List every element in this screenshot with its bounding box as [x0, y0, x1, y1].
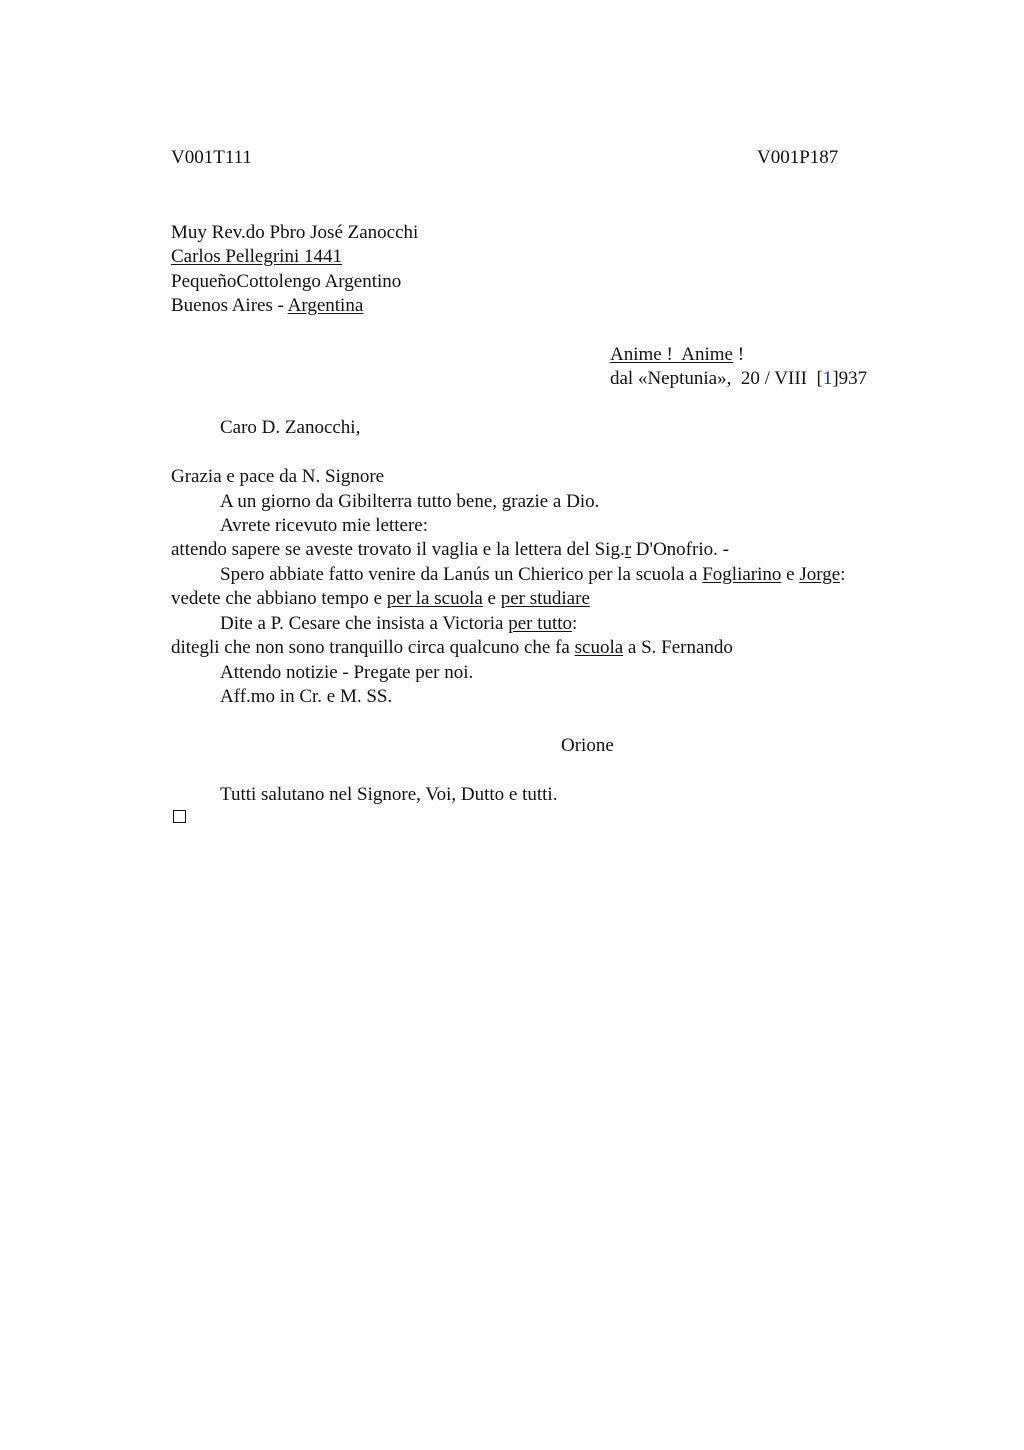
body-line-5d: Jorge	[799, 564, 841, 585]
motto-line	[610, 343, 744, 367]
body-line-2: A un giorno da Gibilterra tutto bene, grazie a Dio.	[220, 491, 600, 512]
body-line-5a: Spero abbiate fatto venire da Lanús un Chierico per la scuola a	[220, 564, 703, 585]
body-line-8a: ditegli che non sono tranquillo circa qualcuno che fa	[171, 637, 575, 658]
year-digit: 1	[822, 368, 833, 389]
body-line-5	[220, 563, 845, 587]
salutation: Caro D. Zanocchi,	[220, 417, 361, 438]
body-line-6d: per studiare	[500, 588, 590, 609]
body-line-7c: :	[572, 613, 578, 634]
body-line-8	[171, 636, 733, 660]
signature: Orione	[561, 735, 614, 756]
body-line-4c: D'Onofrio. -	[631, 539, 729, 560]
postscript: Tutti salutano nel Signore, Voi, Dutto e tutti.	[220, 784, 558, 805]
body-line-6a: vedete che abbiano tempo e	[171, 588, 387, 609]
body-line-6	[171, 587, 590, 611]
motto-tail: !	[732, 344, 745, 365]
body-line-7b: per tutto	[508, 613, 573, 634]
body-line-7	[220, 612, 577, 636]
address-recipient: Muy Rev.do Pbro José Zanocchi	[171, 222, 419, 243]
body-line-4	[171, 538, 729, 562]
address-street	[171, 245, 342, 269]
body-line-1: Grazia e pace da N. Signore	[171, 466, 385, 487]
body-line-5e: :	[840, 564, 846, 585]
body-line-6b: per la scuola	[386, 588, 483, 609]
end-mark-box	[173, 810, 186, 823]
address-country: Argentina	[287, 295, 364, 316]
address-institution: PequeñoCottolengo Argentino	[171, 271, 402, 292]
body-line-9: Attendo notizie - Pregate per noi.	[220, 662, 474, 683]
place-date: dal «Neptunia», 20 / VIII [	[610, 368, 823, 389]
body-line-8b: scuola	[574, 637, 624, 658]
page-code: V001P187	[757, 147, 839, 168]
body-line-7a: Dite a P. Cesare che insista a Victoria	[220, 613, 509, 634]
address-city	[171, 294, 363, 318]
document-code: V001T111	[171, 147, 252, 168]
body-line-8c: a S. Fernando	[623, 637, 733, 658]
body-line-4a: attendo sapere se aveste trovato il vaglia e la lettera del Sig.	[171, 539, 625, 560]
dateline	[610, 367, 867, 391]
body-line-5c: e	[781, 564, 800, 585]
body-line-4b: r	[624, 539, 632, 560]
year-rest: ]937	[832, 368, 868, 389]
body-line-3: Avrete ricevuto mie lettere:	[220, 515, 429, 536]
body-line-5b: Fogliarino	[702, 564, 782, 585]
motto-text: Anime ! Anime	[610, 344, 733, 365]
address-street-text: Carlos Pellegrini 1441	[171, 246, 342, 267]
closing: Aff.mo in Cr. e M. SS.	[220, 686, 393, 707]
address-city-text: Buenos Aires -	[171, 295, 288, 316]
body-line-6c: e	[482, 588, 501, 609]
